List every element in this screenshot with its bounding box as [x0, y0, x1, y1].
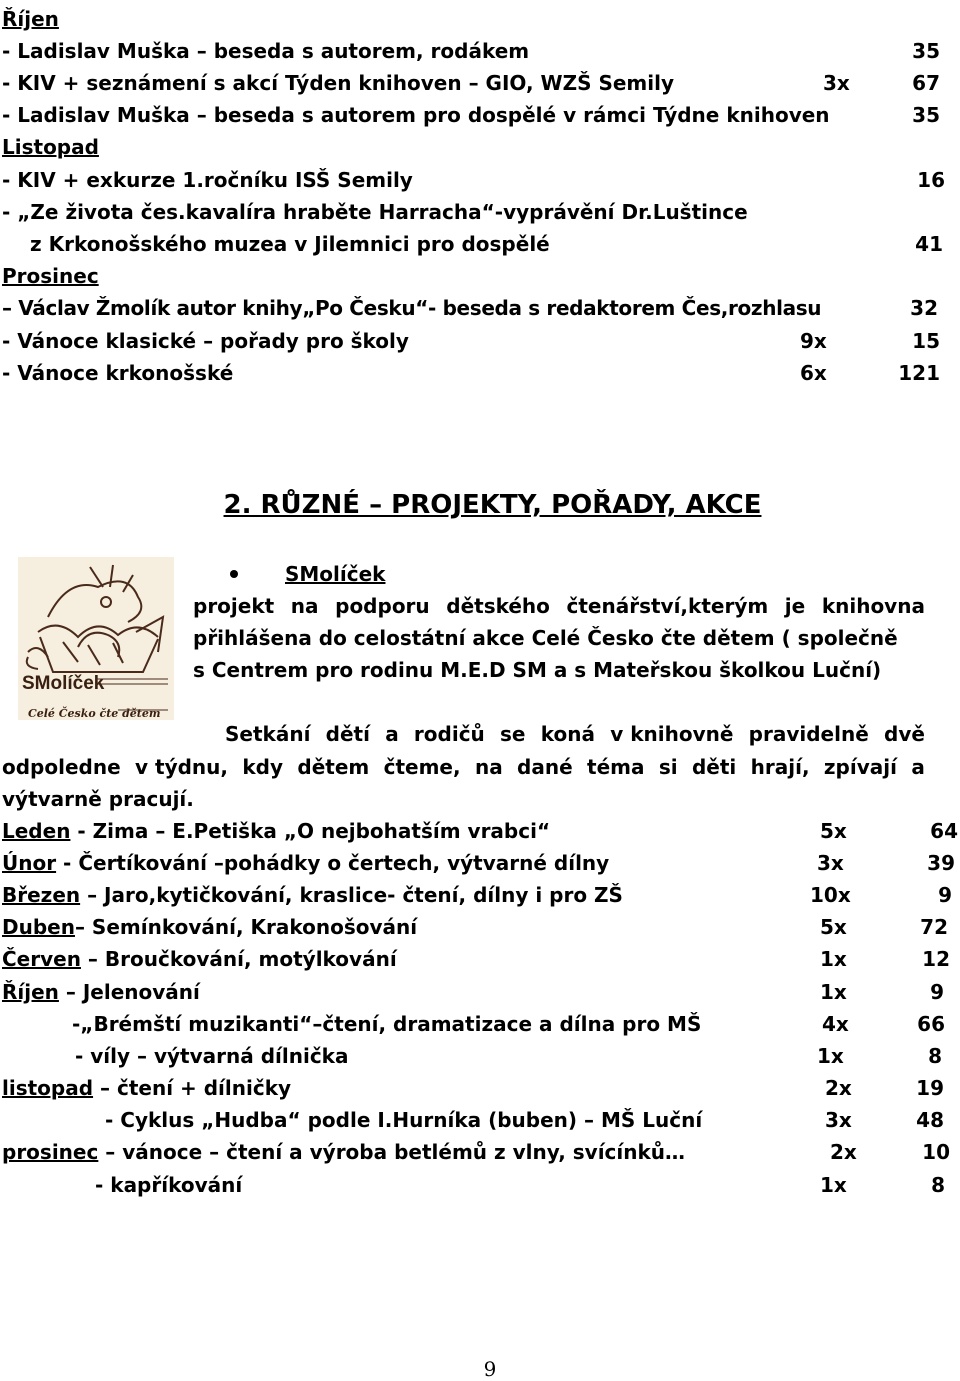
- activity-text: - Cyklus „Hudba“ podle I.Hurníka (buben) – MŠ Luční: [105, 1108, 703, 1132]
- schedule-row: [0, 911, 960, 943]
- activity-text: - víly – výtvarná dílnička: [75, 1044, 349, 1068]
- event-count: 15: [912, 329, 940, 353]
- activity-count: 48: [916, 1108, 944, 1132]
- word: dětem: [297, 755, 370, 779]
- section-title: 2. RŮZNÉ – PROJEKTY, POŘADY, AKCE: [223, 490, 762, 520]
- activity-times: 2x: [825, 1076, 852, 1100]
- schedule-row: [0, 1072, 960, 1104]
- activity-times: 3x: [817, 851, 844, 875]
- word: dvě: [884, 722, 925, 746]
- word: dětského: [446, 594, 550, 618]
- month-heading-dec: [0, 260, 960, 292]
- heading-text: Prosinec: [2, 264, 99, 288]
- activity-count: 10: [922, 1140, 950, 1164]
- event-row: [0, 292, 960, 324]
- schedule-row: [0, 1169, 960, 1201]
- schedule-row: [0, 1040, 960, 1072]
- logo-wordmark: SMolíček: [22, 673, 105, 694]
- project-name: SMolíček: [285, 562, 386, 586]
- activity-times: 3x: [825, 1108, 852, 1132]
- word: kdy: [242, 755, 284, 779]
- event-text: z Krkonošského muzea v Jilemnici pro dospělé: [30, 232, 550, 256]
- activity-count: 8: [931, 1173, 945, 1197]
- activity-times: 5x: [820, 915, 847, 939]
- word: knihovna: [821, 594, 925, 618]
- event-count: 67: [912, 71, 940, 95]
- para-line3: [0, 783, 960, 815]
- activity-count: 19: [916, 1076, 944, 1100]
- event-count: 41: [915, 232, 943, 256]
- schedule-row: [0, 815, 960, 847]
- activity-times: 5x: [820, 819, 847, 843]
- month-heading-nov: [0, 131, 960, 163]
- schedule-row: [0, 1008, 960, 1040]
- activity-times: 1x: [820, 980, 847, 1004]
- word: koná: [540, 722, 595, 746]
- event-times: 3x: [823, 71, 850, 95]
- event-row: [0, 228, 960, 260]
- activity-text: – Jaro,kytičkování, kraslice- čtení, dílny i pro ZŠ: [80, 883, 623, 907]
- event-count: 32: [910, 296, 938, 320]
- event-times: 6x: [800, 361, 827, 385]
- activity-count: 9: [938, 883, 952, 907]
- event-text: – Václav Žmolík autor knihy„Po Česku“- beseda s redaktorem Čes,rozhlasu: [2, 296, 822, 320]
- event-text: - Vánoce krkonošské: [2, 361, 234, 385]
- project-desc-line1: [193, 590, 925, 622]
- word: zpívají: [823, 755, 897, 779]
- activity-text: -„Brémští muzikanti“–čtení, dramatizace a dílna pro MŠ: [72, 1012, 702, 1036]
- para-line2: [2, 751, 925, 783]
- activity-count: 64: [930, 819, 958, 843]
- activity-times: 4x: [822, 1012, 849, 1036]
- activity-text: – Jelenování: [58, 980, 200, 1004]
- event-text: - Vánoce klasické – pořady pro školy: [2, 329, 409, 353]
- event-count: 16: [917, 168, 945, 192]
- event-text: - Ladislav Muška – beseda s autorem pro dospělé v rámci Týdne knihoven: [2, 103, 830, 127]
- activity-times: 1x: [820, 947, 847, 971]
- project-desc-line2: [0, 622, 960, 654]
- schedule-row: [0, 943, 960, 975]
- word: v týdnu,: [135, 755, 229, 779]
- word: a: [911, 755, 925, 779]
- activity-times: 10x: [810, 883, 851, 907]
- activity-text: – vánoce – čtení a výroba betlémů z vlny, svícínků…: [98, 1140, 686, 1164]
- month-label: Únor: [2, 851, 57, 875]
- month-label: prosinec: [2, 1140, 99, 1164]
- event-text: - Ladislav Muška – beseda s autorem, rodákem: [2, 39, 530, 63]
- para-text: výtvarně pracují.: [2, 787, 194, 811]
- month-label: Duben: [2, 915, 75, 939]
- word: čtenářství,kterým: [566, 594, 769, 618]
- activity-times: 1x: [820, 1173, 847, 1197]
- event-count: 35: [912, 39, 940, 63]
- heading-text: Listopad: [2, 135, 99, 159]
- event-row: [0, 164, 960, 196]
- activity-count: 66: [917, 1012, 945, 1036]
- schedule-row: [0, 879, 960, 911]
- word: Setkání: [225, 722, 311, 746]
- heading-text: Říjen: [2, 7, 59, 31]
- activity-count: 12: [922, 947, 950, 971]
- activity-text: – Broučkování, motýlkování: [80, 947, 397, 971]
- activity-count: 9: [930, 980, 944, 1004]
- word: děti: [691, 755, 737, 779]
- event-text: - „Ze života čes.kavalíra hraběte Harracha“-vyprávění Dr.Luštince: [2, 200, 748, 224]
- event-count: 121: [898, 361, 940, 385]
- word: pravidelně: [748, 722, 869, 746]
- event-count: 35: [912, 103, 940, 127]
- event-row: [0, 325, 960, 357]
- word: téma: [587, 755, 645, 779]
- page-number: 9: [483, 1357, 497, 1381]
- word: na: [474, 755, 503, 779]
- month-label: Březen: [2, 883, 81, 907]
- word: hrají,: [750, 755, 810, 779]
- event-row: [0, 99, 960, 131]
- activity-times: 2x: [830, 1140, 857, 1164]
- word: odpoledne: [2, 755, 121, 779]
- activity-text: - kapříkování: [95, 1173, 243, 1197]
- word: dané: [517, 755, 573, 779]
- word: projekt: [193, 594, 275, 618]
- desc-text: přihlášena do celostátní akce Celé Česko čte dětem ( společně: [193, 626, 898, 650]
- activity-count: 72: [920, 915, 948, 939]
- event-text: - KIV + exkurze 1.ročníku ISŠ Semily: [2, 168, 413, 192]
- word: v knihovně: [610, 722, 734, 746]
- word: na: [290, 594, 319, 618]
- schedule-row: [0, 1136, 960, 1168]
- event-row: [0, 196, 960, 228]
- project-desc-line3: [0, 654, 960, 686]
- event-times: 9x: [800, 329, 827, 353]
- month-label: listopad: [2, 1076, 94, 1100]
- event-row: [0, 67, 960, 99]
- activity-text: - Zima – E.Petiška „O nejbohatším vrabci“: [70, 819, 551, 843]
- month-heading-oct: [0, 3, 960, 35]
- activity-count: 39: [927, 851, 955, 875]
- schedule-row: [0, 1104, 960, 1136]
- word: je: [784, 594, 806, 618]
- activity-text: - Čertíkování –pohádky o čertech, výtvarné dílny: [56, 851, 610, 875]
- word: čteme,: [383, 755, 461, 779]
- activity-times: 1x: [817, 1044, 844, 1068]
- month-label: Říjen: [2, 980, 59, 1004]
- event-row: [0, 357, 960, 389]
- event-text: - KIV + seznámení s akcí Týden knihoven – GIO, WZŠ Semily: [2, 71, 675, 95]
- word: rodičů: [413, 722, 485, 746]
- schedule-row: [0, 976, 960, 1008]
- para-line1: [225, 718, 925, 750]
- month-label: Červen: [2, 947, 81, 971]
- desc-text: s Centrem pro rodinu M.E.D SM a s Mateřskou školkou Luční): [193, 658, 882, 682]
- logo-caption: Celé Česko čte dětem: [28, 707, 161, 720]
- word: a: [385, 722, 399, 746]
- word: podporu: [335, 594, 430, 618]
- schedule-row: [0, 847, 960, 879]
- word: se: [500, 722, 526, 746]
- word: dětí: [325, 722, 370, 746]
- activity-text: – Semínkování, Krakonošování: [74, 915, 418, 939]
- activity-count: 8: [928, 1044, 942, 1068]
- project-name-row: [0, 558, 960, 590]
- month-label: Leden: [2, 819, 71, 843]
- activity-text: – čtení + dílničky: [93, 1076, 292, 1100]
- event-row: [0, 35, 960, 67]
- word: si: [658, 755, 678, 779]
